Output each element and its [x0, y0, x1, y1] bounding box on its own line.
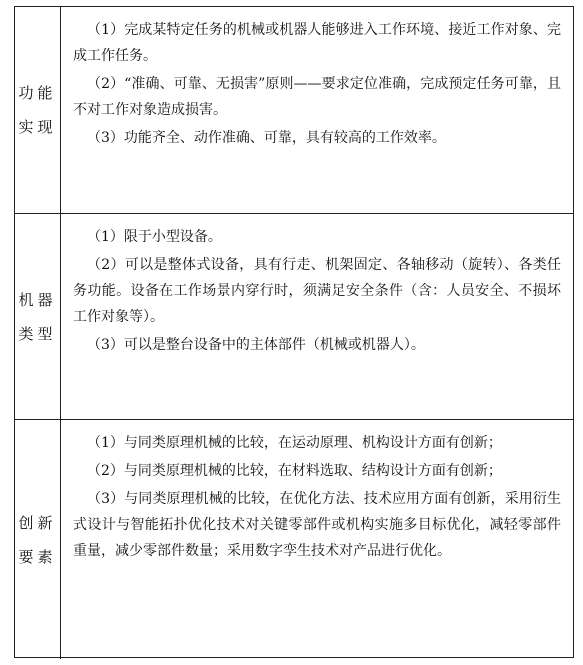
row-content-machine-type — [61, 214, 573, 419]
content-paragraph: （2）与同类原理机械的比较，在材料选取、结构设计方面有创新； — [87, 463, 502, 479]
label-line: 实现 — [18, 118, 57, 136]
label-line: 要素 — [18, 547, 57, 566]
label-line: 类型 — [18, 324, 57, 343]
content-paragraph: （3）可以是整台设备中的主体部件（机械或机器人）。 — [87, 337, 425, 353]
label-line: 机器 — [18, 290, 57, 309]
content-paragraph: （3）与同类原理机械的比较，在优化方法、技术应用方面有创新，采用衍生式设计与智能拓扑优化技术对关键零部件或机构实施多目标优化，减轻零部件重量，减少零部件数量；采用数字孪生技术对产品进行优化。 — [73, 491, 561, 559]
content-paragraph: （1）限于小型设备。 — [87, 229, 222, 245]
table-row-innovation — [15, 420, 573, 659]
content-paragraph: （2）可以是整体式设备，具有行走、机架固定、各轴移动（旋转）、各类任务功能。设备在工作场景内穿行时，须满足安全条件（含：人员安全、不损坏工作对象等）。 — [73, 257, 561, 325]
content-paragraph: （1）与同类原理机械的比较，在运动原理、机构设计方面有创新； — [87, 435, 502, 451]
row-label-innovation — [15, 420, 61, 659]
content-paragraph: （1）完成某特定任务的机械或机器人能够进入工作环境、接近工作对象、完成工作任务。 — [73, 22, 561, 64]
requirements-table — [14, 6, 574, 658]
row-content-function — [61, 7, 573, 213]
content-paragraph: （2）“准确、可靠、无损害”原则——要求定位准确，完成预定任务可靠，且不对工作对象造成损害。 — [73, 76, 561, 118]
label-line: 功能 — [18, 84, 57, 102]
content-paragraph: （3）功能齐全、动作准确、可靠，具有较高的工作效率。 — [87, 130, 446, 146]
row-label-function — [15, 7, 61, 213]
table-row-function — [15, 7, 573, 214]
label-line: 创新 — [18, 513, 57, 532]
row-content-innovation — [61, 420, 573, 659]
table-row-machine-type — [15, 214, 573, 420]
row-label-machine-type — [15, 214, 61, 419]
